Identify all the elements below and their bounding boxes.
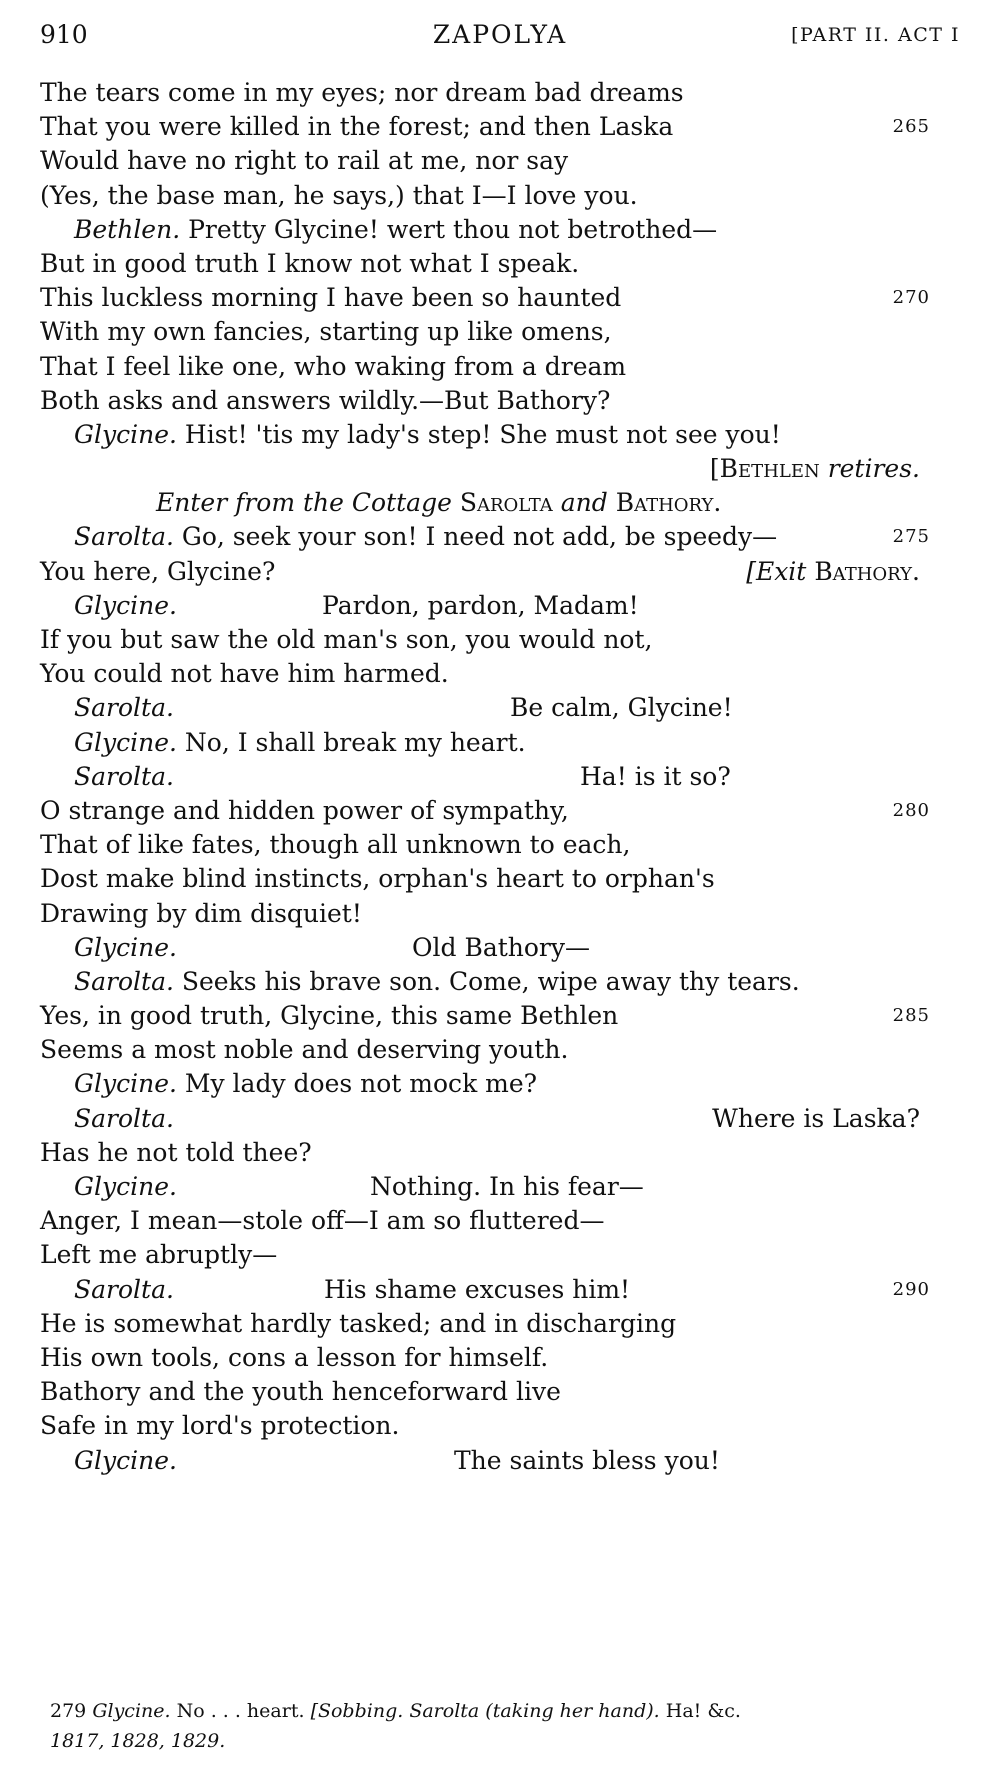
verse-line: Would have no right to rail at me, nor say [40, 146, 569, 176]
speaker-name: Glycine. [74, 590, 177, 620]
verse-line: Glycine. My lady does not mock me? [74, 1069, 538, 1099]
speaker-name: Bethlen. [74, 214, 181, 244]
verse-line: Glycine. No, I shall break my heart. [74, 727, 526, 757]
verse-line: Dost make blind instincts, orphan's heart to orphan's [40, 864, 715, 894]
verse-line: That you were killed in the forest; and then Laska 265 [40, 110, 920, 144]
verse-line: He is somewhat hardly tasked; and in discharging [40, 1308, 677, 1338]
verse-line: Sarolta. Go, seek your son! I need not add, be speedy— 275 [40, 520, 920, 554]
stage-direction: Enter from the Cottage Sarolta and Bathory. [156, 488, 722, 518]
verse-line: Bathory and the youth henceforward live [40, 1377, 561, 1407]
verse-line: Glycine. Hist! 'tis my lady's step! She must not see you! [74, 419, 781, 449]
verse-line: Glycine. The saints bless you! [74, 1445, 720, 1475]
verse-line: With my own fancies, starting up like omens, [40, 317, 612, 347]
speaker-name: Glycine. [74, 727, 177, 757]
speaker-name: Glycine. [74, 419, 177, 449]
verse-line: Glycine. Nothing. In his fear— [74, 1172, 644, 1201]
verse-line: The tears come in my eyes; nor dream bad dreams [40, 78, 684, 107]
verse-line: Yes, in good truth, Glycine, this same Bethlen 285 [40, 999, 920, 1033]
speaker-name: Sarolta. [74, 1103, 174, 1133]
line-number: 275 [892, 526, 930, 548]
verse-line: You could not have him harmed. [40, 659, 449, 689]
running-title: ZAPOLYA [432, 20, 568, 49]
verse-line: Drawing by dim disquiet! [40, 898, 362, 928]
verse-line: His own tools, cons a lesson for himself. [40, 1342, 549, 1372]
verse-text [40, 76, 930, 1478]
running-header [40, 20, 960, 56]
part-act-label: [PART II. ACT I [791, 24, 960, 46]
line-number: 280 [892, 799, 930, 821]
verse-line: You here, Glycine? [Exit Bathory. [40, 556, 920, 586]
line-number: 265 [892, 116, 930, 138]
line-number: 290 [892, 1278, 930, 1300]
stage-direction: [Bethlen retires. [709, 454, 920, 484]
verse-line: Left me abruptly— [40, 1240, 278, 1270]
page-number: 910 [40, 20, 88, 49]
verse-line: Sarolta. Where is Laska? [74, 1103, 920, 1133]
speaker-name: Glycine. [74, 932, 177, 962]
verse-line: This luckless morning I have been so haunted 270 [40, 281, 920, 315]
verse-line: (Yes, the base man, he says,) that I—I love you. [40, 180, 638, 210]
verse-line: Sarolta. His shame excuses him! 290 [40, 1273, 920, 1307]
verse-line: O strange and hidden power of sympathy, 280 [40, 794, 920, 828]
speaker-name: Sarolta. [74, 522, 174, 552]
verse-line: Sarolta. Be calm, Glycine! [74, 693, 733, 723]
line-number: 270 [892, 287, 930, 309]
line-number: 285 [892, 1005, 930, 1027]
verse-line: Glycine. Pardon, pardon, Madam! [74, 590, 639, 620]
speaker-name: Glycine. [74, 1172, 177, 1201]
verse-line: That I feel like one, who waking from a dream [40, 351, 627, 381]
speaker-name: Sarolta. [74, 966, 174, 996]
verse-line: But in good truth I know not what I speak. [40, 248, 580, 278]
speaker-name: Sarolta. [74, 1274, 174, 1304]
verse-line: Both asks and answers wildly.—But Bathory? [40, 385, 611, 415]
verse-line: That of like fates, though all unknown to each, [40, 830, 631, 860]
speaker-name: Sarolta. [74, 693, 174, 723]
verse-line: Safe in my lord's protection. [40, 1411, 400, 1441]
verse-line: Sarolta. Seeks his brave son. Come, wipe away thy tears. [74, 966, 800, 996]
speaker-name: Glycine. [74, 1445, 177, 1475]
verse-line: Glycine. Old Bathory— [74, 932, 590, 962]
speaker-name: Glycine. [74, 1069, 177, 1099]
verse-line: Seems a most noble and deserving youth. [40, 1035, 569, 1065]
footnote: 279 Glycine. No . . . heart. [Sobbing. Sarolta (taking her hand). Ha! &c. 1817, 1828, 1829. [50, 1700, 741, 1752]
speaker-name: Sarolta. [74, 761, 174, 791]
verse-line: Has he not told thee? [40, 1137, 312, 1167]
verse-line: Bethlen. Pretty Glycine! wert thou not betrothed— [74, 214, 718, 244]
verse-line: If you but saw the old man's son, you would not, [40, 625, 653, 654]
verse-line: Sarolta. Ha! is it so? [74, 761, 731, 791]
verse-line: Anger, I mean—stole off—I am so fluttered— [40, 1206, 605, 1236]
